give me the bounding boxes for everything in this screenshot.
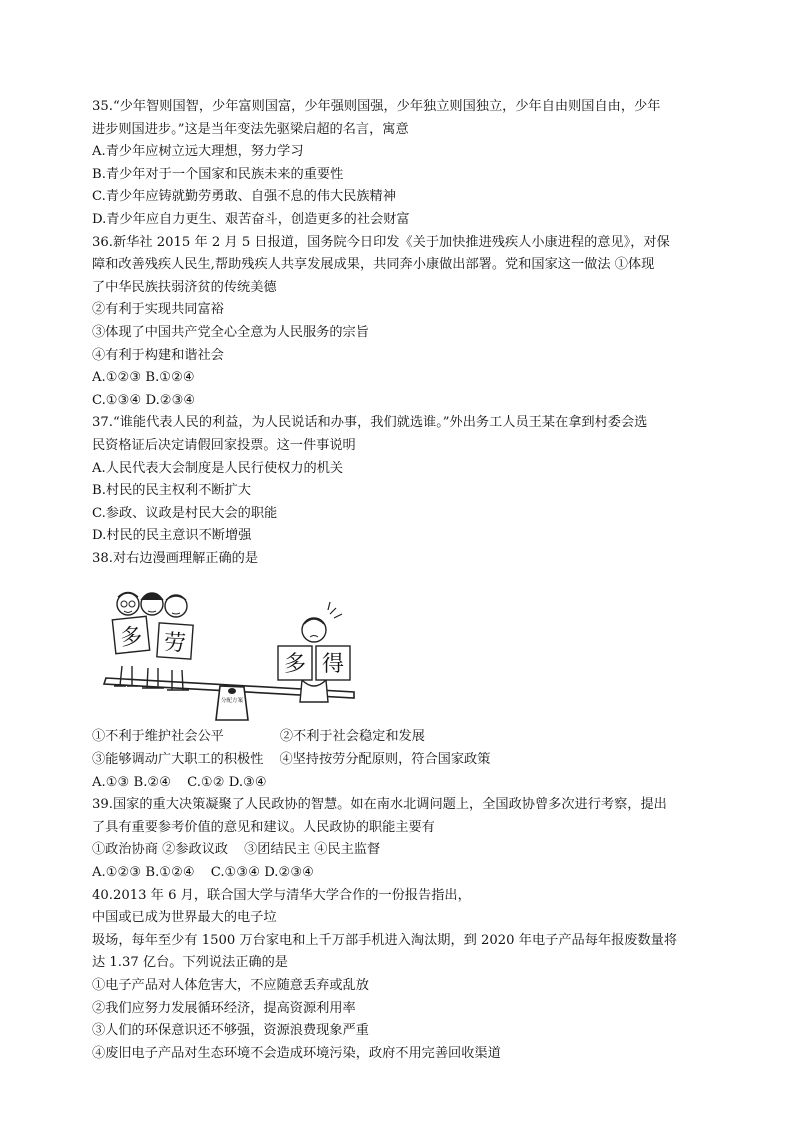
- pillar-label: 分配方案: [220, 698, 244, 705]
- q39-options-ab: A.①②③ B.①②④: [92, 865, 195, 881]
- q39-options: [92, 862, 707, 885]
- seesaw-cartoon: [92, 574, 377, 724]
- q38-stem: 38.对右边漫画理解正确的是: [92, 550, 259, 566]
- q37-option-d: D.村民的民主意识不断增强: [92, 528, 252, 544]
- q38-options-ab: A.①③ B.②④: [92, 774, 172, 790]
- q35-option-b: B.青少年对于一个国家和民族未来的重要性: [92, 166, 344, 182]
- q36-stem-line3: 了中华民族扶弱济贫的传统美德: [92, 279, 277, 295]
- q39-options-cd: C.①③④ D.②③④: [210, 865, 314, 881]
- q35-option-a: A.青少年应树立远大理想，努力学习: [92, 144, 304, 160]
- q38-options: [92, 772, 707, 795]
- seesaw-cartoon-drawing: [92, 574, 377, 724]
- left-sign-2-text: 劳: [162, 630, 187, 658]
- q35-option-d: D.青少年应自力更生、艰苦奋斗，创造更多的社会财富: [92, 211, 410, 227]
- left-sign-1-text: 多: [119, 624, 144, 652]
- q39-statements: [92, 839, 707, 862]
- q38-statement-2: ②不利于社会稳定和发展: [279, 729, 425, 745]
- q40-stem-line1: 40.2013 年 6 月，联合国大学与清华大学合作的一份报告指出，: [92, 887, 471, 903]
- q37-stem-line1: 37.“谁能代表人民的利益，为人民说话和办事，我们就选谁。”外出务工人员王某在拿到村委会选: [92, 415, 648, 431]
- q37-option-b: B.村民的民主权利不断扩大: [92, 483, 251, 499]
- q38-statement-4: ④坚持按劳分配原则，符合国家政策: [279, 752, 491, 768]
- q35-option-c: C.青少年应铸就勤劳勇敢、自强不息的伟大民族精神: [92, 189, 396, 205]
- question-37: [92, 412, 707, 548]
- seesaw-pivot: [228, 688, 236, 694]
- q37-stem-line2: 民资格证后决定请假回家投票。这一件事说明: [92, 437, 356, 453]
- q40-statement-2: ②我们应努力发展循环经济，提高资源利用率: [92, 1000, 356, 1016]
- q38-statement-1: ①不利于维护社会公平: [92, 729, 224, 745]
- q38-statement-3: ③能够调动广大职工的积极性: [92, 752, 264, 768]
- q39-stem-line2: 了具有重要参考价值的意见和建议。人民政协的职能主要有: [92, 819, 435, 835]
- q40-statement-3: ③人们的环保意识还不够强，资源浪费现象严重: [92, 1023, 369, 1039]
- q38-statements-12: [92, 726, 707, 749]
- q36-statement-3: ③体现了中国共产党全心全意为人民服务的宗旨: [92, 324, 369, 340]
- q40-statement-1: ①电子产品对人体危害大，不应随意丢弃或乱放: [92, 978, 369, 993]
- question-35: [92, 96, 707, 232]
- q39-stem-line1: 39.国家的重大决策凝聚了人民政协的智慧。如在南水北调问题上，全国政协曾多次进行考察，提出: [92, 797, 667, 813]
- question-40: [92, 885, 707, 1066]
- q36-options-cd: C.①③④ D.②③④: [92, 392, 196, 408]
- q36-options-ab: A.①②③ B.①②④: [92, 370, 195, 386]
- right-sign-2-text: 得: [321, 652, 345, 678]
- question-39: [92, 794, 707, 884]
- q36-stem-line2: 障和改善残疾人民生,帮助残疾人共享发展成果，共同奔小康做出部署。党和国家这一做法 ①体现: [92, 257, 655, 273]
- q36-statement-4: ④有利于构建和谐社会: [92, 347, 224, 363]
- q37-option-a: A.人民代表大会制度是人民行使权力的机关: [92, 460, 344, 476]
- q35-stem-line1: 35.“少年智则国智，少年富则国富，少年强则国强，少年独立则国独立，少年自由则国自由，少年: [92, 99, 661, 114]
- question-36: [92, 232, 707, 413]
- q37-option-c: C.参政、议政是村民大会的职能: [92, 505, 278, 521]
- q38-statements-34: [92, 749, 707, 772]
- exam-page: [92, 96, 707, 1065]
- q35-stem-line2: 进步则国进步。”这是当年变法先驱梁启超的名言，寓意: [92, 121, 409, 137]
- q36-statement-2: ②有利于实现共同富裕: [92, 302, 224, 318]
- question-38: [92, 548, 707, 794]
- q38-options-cd: C.①② D.③④: [187, 774, 267, 790]
- right-sign-1-text: 多: [283, 652, 307, 678]
- q40-stem-line2: 中国或已成为世界最大的电子垃: [92, 910, 277, 926]
- q40-stem-line4: 达 1.37 亿台。下列说法正确的是: [92, 955, 288, 971]
- q40-statement-4: ④废旧电子产品对生态环境不会造成环境污染，政府不用完善回收渠道: [92, 1045, 501, 1061]
- q39-statements-12: ①政治协商 ②参政议政: [92, 842, 229, 858]
- q40-stem-line3: 圾场，每年至少有 1500 万台家电和上千万部手机进入淘汰期，到 2020 年电子产品每年报废数量将: [92, 932, 678, 948]
- q39-statements-34: ③团结民主 ④民主监督: [244, 842, 381, 858]
- q36-stem-line1: 36.新华社 2015 年 2 月 5 日报道，国务院今日印发《关于加快推进残疾人小康进程的意见》，对保: [92, 234, 670, 250]
